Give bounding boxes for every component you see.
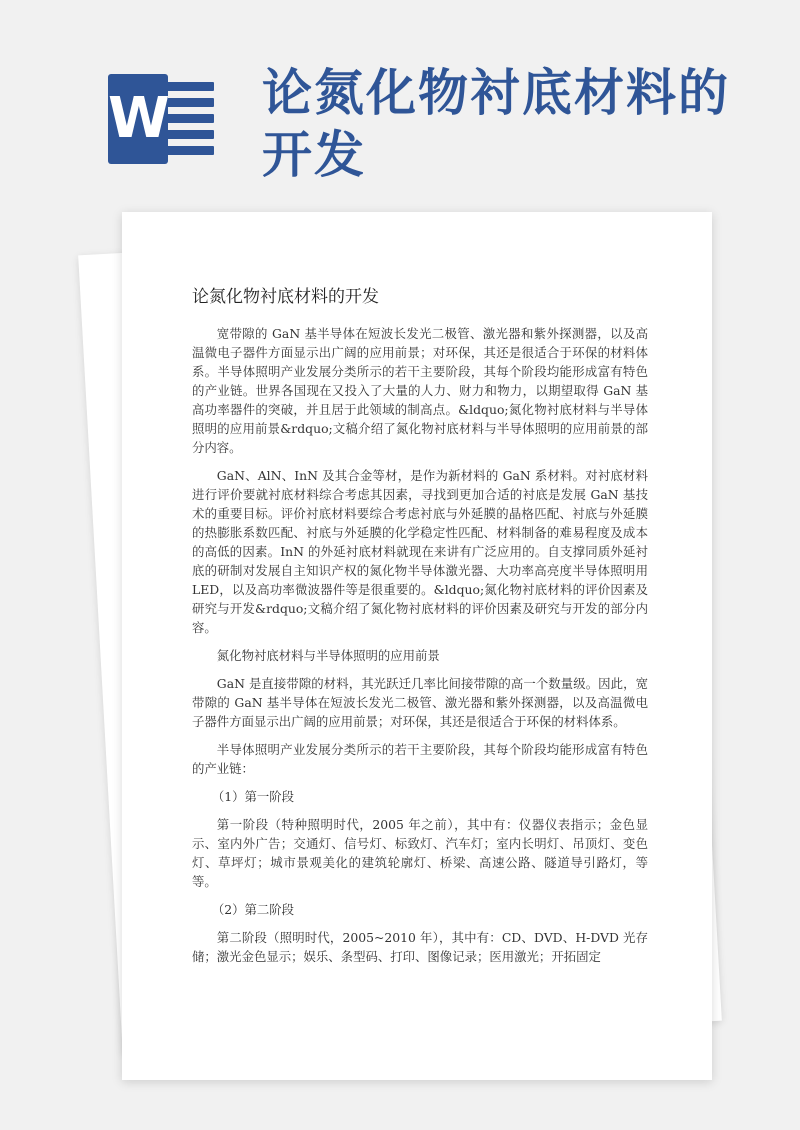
section-heading: 氮化物衬底材料与半导体照明的应用前景 xyxy=(216,648,440,663)
paragraph: 半导体照明产业发展分类所示的若干主要阶段，其每个阶段均能形成富有特色的产业链： xyxy=(192,742,648,776)
paragraph: GaN 是直接带隙的材料，其光跃迁几率比间接带隙的高一个数量级。因此，宽带隙的 GaN 基半导体在短波长发光二极管、激光器和紫外探测器，以及高温微电子器件方面显示出广阔的应用前景；对环保，其还是很适合于环保的材料体系。 xyxy=(192,676,648,729)
page-title: 论氮化物衬底材料的开发 xyxy=(192,287,379,307)
word-app-icon xyxy=(108,74,214,164)
paragraph: GaN、AlN、InN 及其合金等材，是作为新材料的 GaN 系材料。对衬底材料进行评价要就衬底材料综合考虑其因素，寻找到更加合适的衬底是发展 GaN 基技术的重要目标。评价衬底材料要综合考虑衬底与外延膜的晶格匹配、衬底与外延膜的热膨胀系数匹配、衬底与外延膜的化学稳定性匹配、材料制备的难易程度及成本的高低的因素。InN 的外延衬底材料就现在来讲有广泛应用的。自支撑同质外延衬底的研制对发展自主知识产权的氮化物半导体激光器、大功率高亮度半导体照明用 LED，以及高功率微波器件等是很重要的。&ldquo;氮化物衬底材料的评价因素及研究与开发&rdquo;文稿介绍了氮化物衬底材料的评价因素及研究与开发的部分内容。 xyxy=(192,468,648,635)
paragraph: 宽带隙的 GaN 基半导体在短波长发光二极管、激光器和紫外探测器，以及高温微电子器件方面显示出广阔的应用前景；对环保，其还是很适合于环保的材料体系。半导体照明产业发展分类所示的若干主要阶段，其每个阶段均能形成富有特色的产业链。世界各国现在又投入了大量的人力、财力和物力，以期望取得 GaN 基高功率器件的突破，并且居于此领域的制高点。&ldquo;氮化物衬底材料与半导体照明的应用前景&rdquo;文稿介绍了氮化物衬底材料与半导体照明的应用前景的部分内容。 xyxy=(192,326,648,455)
paragraph: 第二阶段（照明时代，2005~2010 年），其中有：CD、DVD、H-DVD 光存储；激光金色显示；娱乐、条型码、打印、图像记录；医用激光；开拓固定 xyxy=(192,930,648,964)
stage-heading: （1）第一阶段 xyxy=(211,789,295,804)
document-body xyxy=(192,324,648,975)
word-logo-letter: W xyxy=(108,74,168,164)
header-title: 论氮化物衬底材料的开发 xyxy=(262,64,730,184)
document-page xyxy=(122,212,712,1080)
paragraph: 第一阶段（特种照明时代，2005 年之前），其中有：仪器仪表指示；金色显示、室内外广告；交通灯、信号灯、标致灯、汽车灯；室内长明灯、吊顶灯、变色灯、草坪灯；城市景观美化的建筑轮廓灯、桥梁、高速公路、隧道导引路灯，等等。 xyxy=(192,817,648,889)
stage-heading: （2）第二阶段 xyxy=(211,902,295,917)
